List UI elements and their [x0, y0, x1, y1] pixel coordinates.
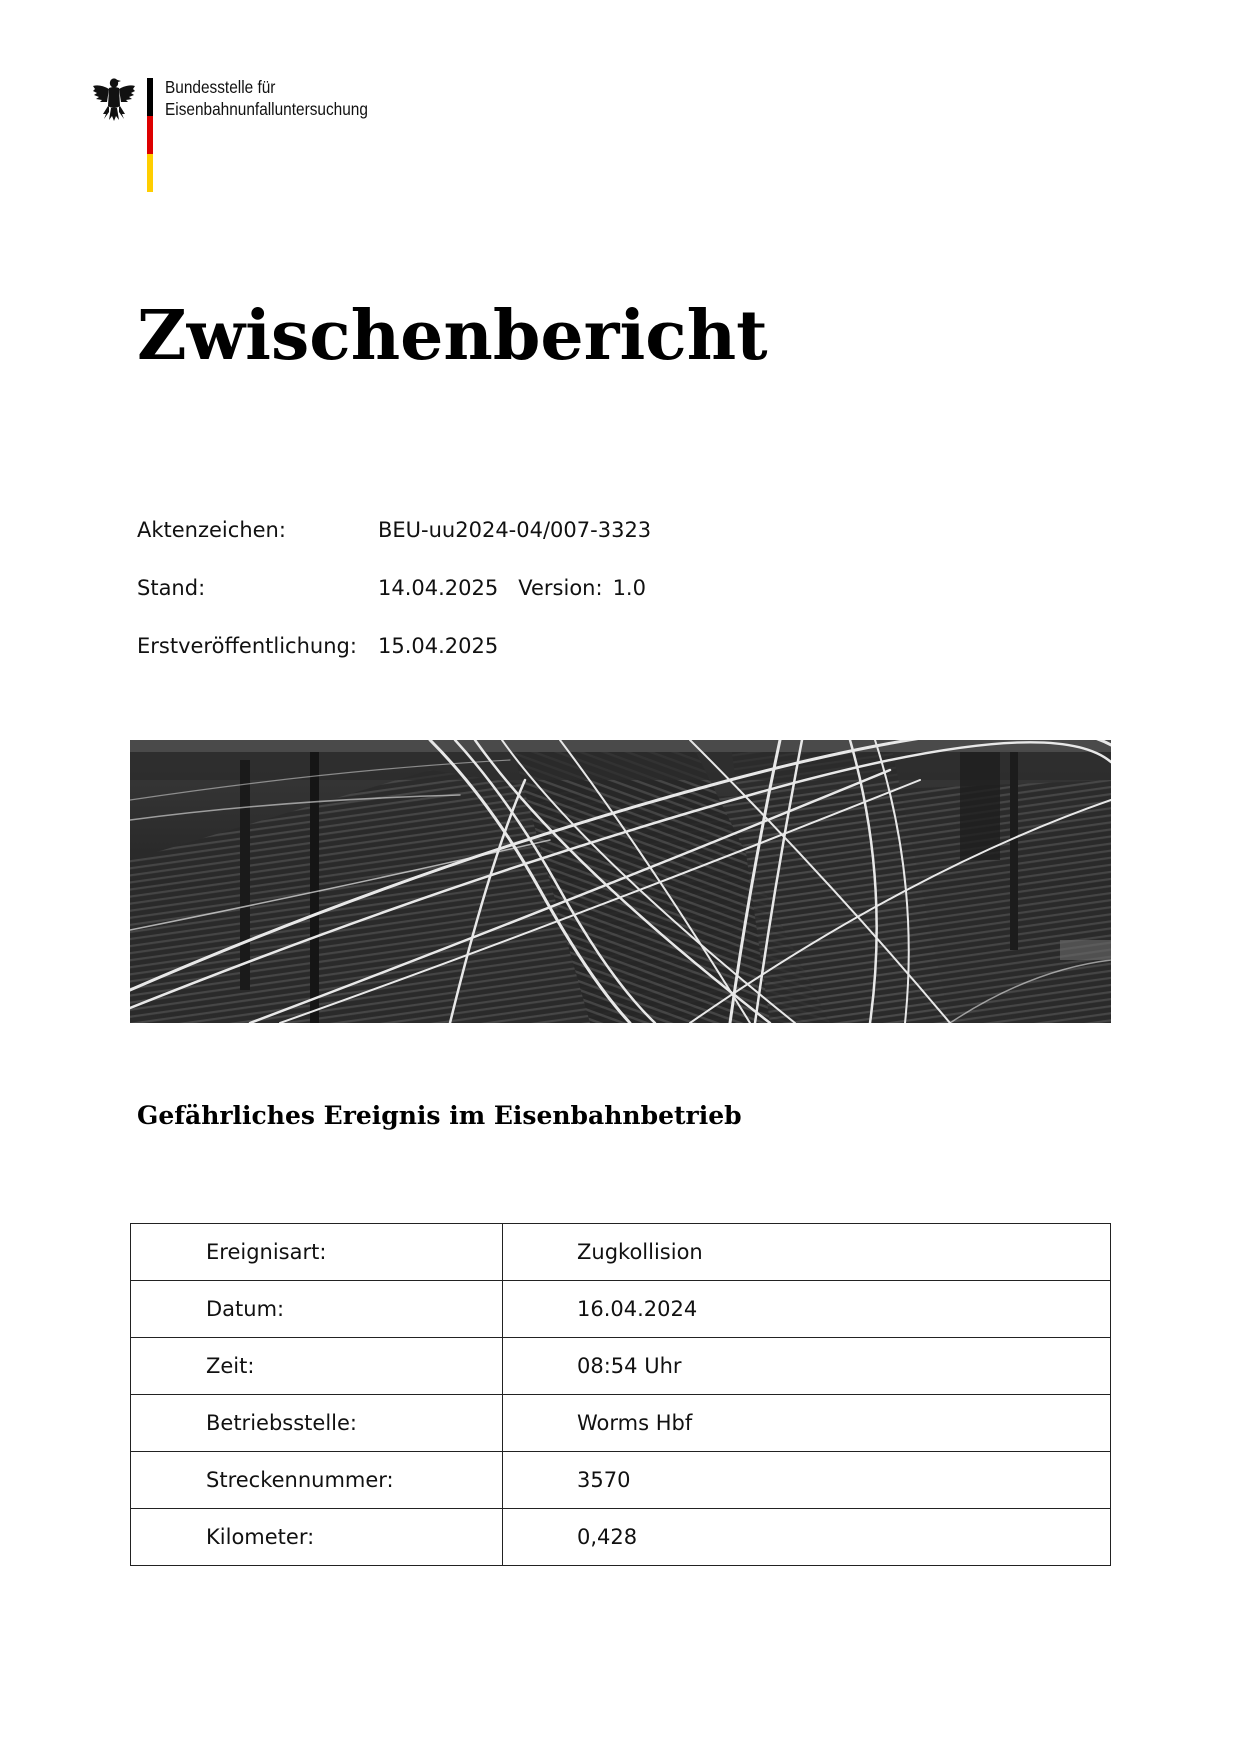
- federal-eagle-icon: [92, 76, 136, 122]
- date-value: 16.04.2024: [503, 1281, 1111, 1338]
- aktenzeichen-label: Aktenzeichen:: [137, 518, 286, 542]
- flag-bar: [147, 78, 153, 192]
- document-title: Zwischenbericht: [137, 296, 768, 376]
- time-value: 08:54 Uhr: [503, 1338, 1111, 1395]
- organization-name-line2: Eisenbahnunfalluntersuchung: [165, 99, 368, 119]
- line-number-value: 3570: [503, 1452, 1111, 1509]
- aktenzeichen-value: BEU-uu2024-04/007-3323: [378, 518, 652, 542]
- railway-tracks-image: [130, 740, 1111, 1023]
- operating-point-value: Worms Hbf: [503, 1395, 1111, 1452]
- table-row: [131, 1395, 1111, 1452]
- table-row: [131, 1338, 1111, 1395]
- event-heading: Gefährliches Ereignis im Eisenbahnbetrieb: [137, 1101, 742, 1130]
- table-row: [131, 1281, 1111, 1338]
- table-row: [131, 1452, 1111, 1509]
- flag-stripe-black: [147, 78, 153, 116]
- event-details-table: [130, 1223, 1111, 1566]
- operating-point-label: Betriebsstelle:: [131, 1395, 503, 1452]
- date-label: Datum:: [131, 1281, 503, 1338]
- erstveroeffentlichung-label: Erstveröffentlichung:: [137, 634, 357, 658]
- time-label: Zeit:: [131, 1338, 503, 1395]
- erstveroeffentlichung-value: 15.04.2025: [378, 634, 499, 658]
- stand-value: 14.04.2025: [378, 576, 499, 600]
- kilometer-label: Kilometer:: [131, 1509, 503, 1566]
- stand-label: Stand:: [137, 576, 206, 600]
- version-value: 1.0: [612, 576, 646, 600]
- erstveroeffentlichung-row: [137, 632, 498, 660]
- flag-stripe-red: [147, 116, 153, 154]
- beu-logo: [92, 76, 432, 194]
- line-number-label: Streckennummer:: [131, 1452, 503, 1509]
- flag-stripe-gold: [147, 154, 153, 192]
- stand-row: [137, 574, 646, 602]
- event-type-value: Zugkollision: [503, 1224, 1111, 1281]
- organization-name-line1: Bundesstelle für: [165, 77, 276, 97]
- kilometer-value: 0,428: [503, 1509, 1111, 1566]
- organization-name: [165, 76, 368, 120]
- aktenzeichen-row: [137, 516, 651, 544]
- table-row: [131, 1509, 1111, 1566]
- table-row: [131, 1224, 1111, 1281]
- version-label: Version:: [518, 576, 603, 600]
- event-type-label: Ereignisart:: [131, 1224, 503, 1281]
